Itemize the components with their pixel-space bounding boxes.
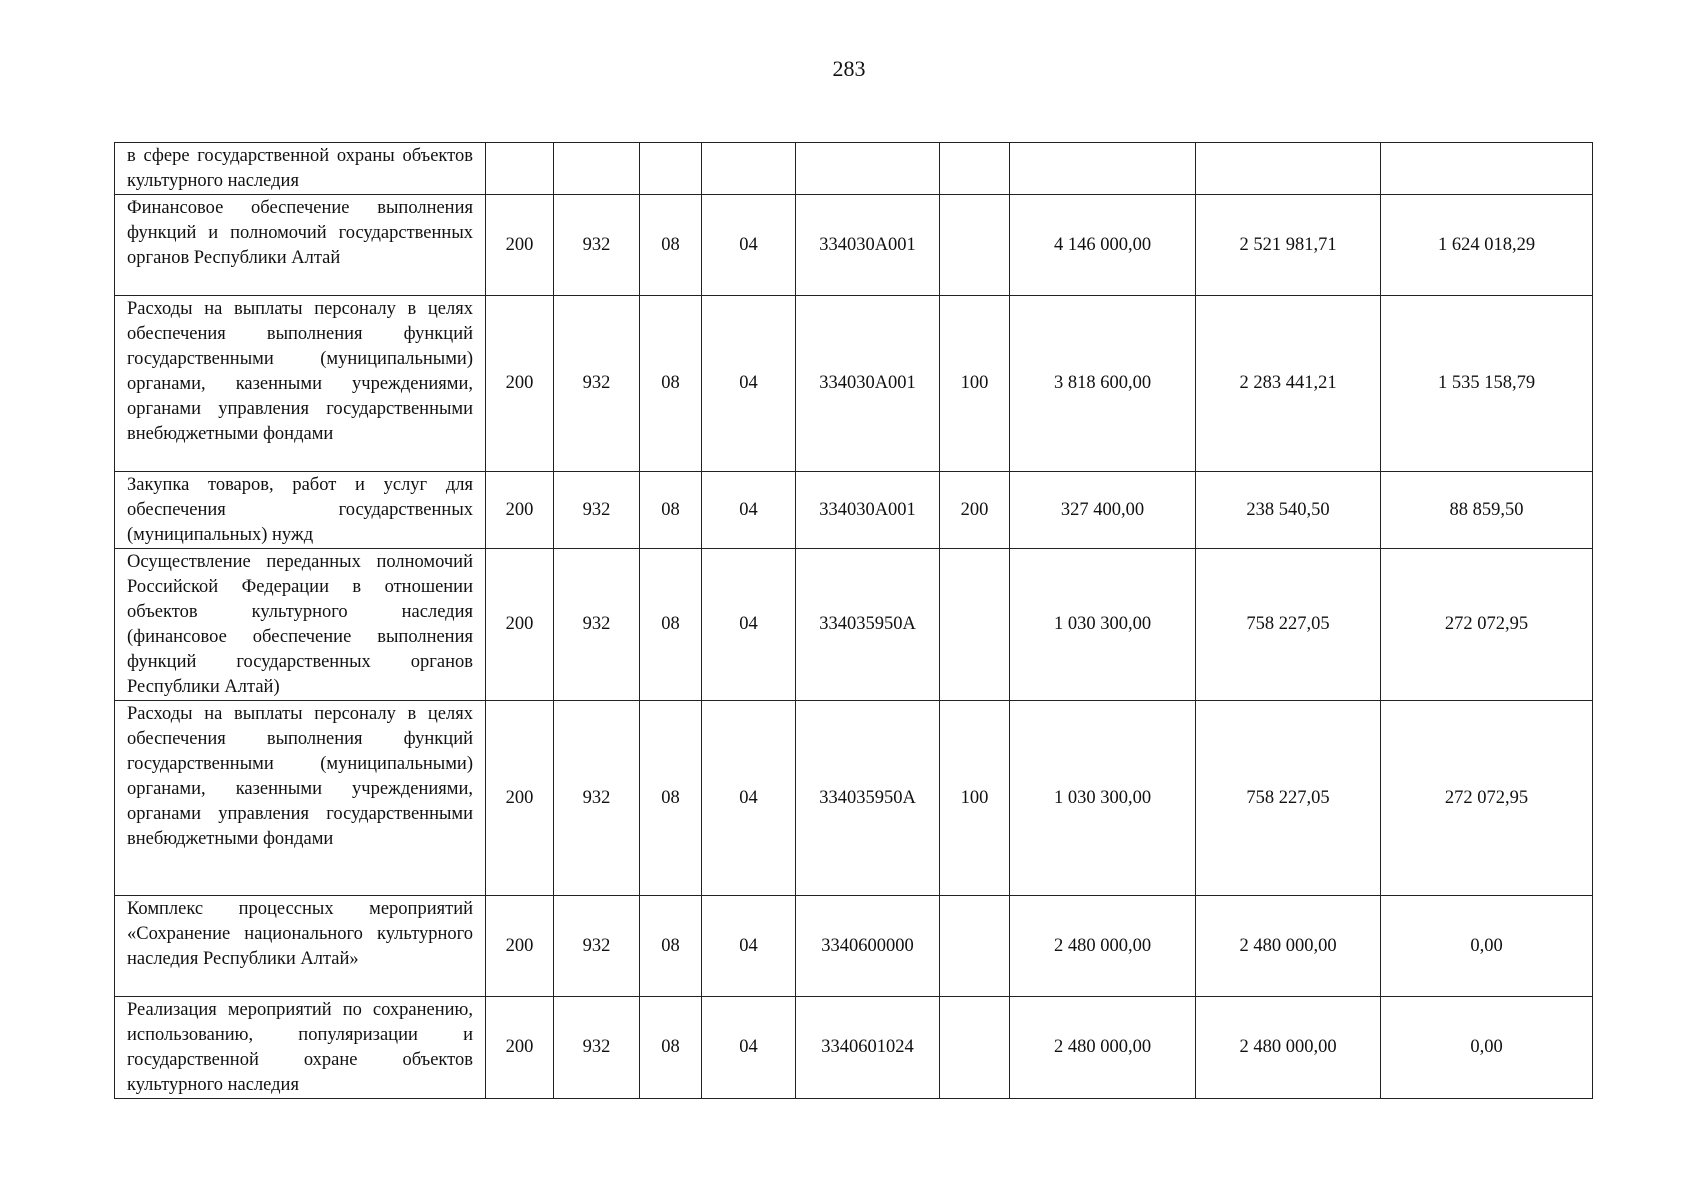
subsection-code-cell: 04 [702, 296, 796, 472]
expense-type-cell: 100 [940, 701, 1010, 896]
executed-amount-cell: 2 521 981,71 [1196, 195, 1381, 296]
subsection-code-cell: 04 [702, 896, 796, 997]
row-name-cell: Реализация мероприятий по сохранению, использованию, популяризации и государственной охране объектов культурного наследия [115, 997, 486, 1099]
plan-amount-cell: 1 030 300,00 [1010, 701, 1196, 896]
grbs-code-cell: 932 [554, 549, 640, 701]
admin-code-cell: 200 [486, 549, 554, 701]
admin-code-cell: 200 [486, 896, 554, 997]
section-code-cell: 08 [640, 997, 702, 1099]
section-code-cell: 08 [640, 296, 702, 472]
executed-amount-cell: 758 227,05 [1196, 701, 1381, 896]
remainder-amount-cell: 1 535 158,79 [1381, 296, 1593, 472]
remainder-amount-cell: 272 072,95 [1381, 701, 1593, 896]
target-article-cell: 3340601024 [796, 997, 940, 1099]
grbs-code-cell: 932 [554, 195, 640, 296]
plan-amount-cell: 2 480 000,00 [1010, 997, 1196, 1099]
section-code-cell: 08 [640, 195, 702, 296]
target-article-cell: 334030А001 [796, 472, 940, 549]
remainder-amount-cell: 272 072,95 [1381, 549, 1593, 701]
subsection-code-cell: 04 [702, 195, 796, 296]
expense-type-cell: 100 [940, 296, 1010, 472]
section-code-cell [640, 143, 702, 195]
section-code-cell: 08 [640, 472, 702, 549]
expense-type-cell [940, 549, 1010, 701]
page-number: 283 [832, 56, 866, 81]
admin-code-cell: 200 [486, 997, 554, 1099]
remainder-amount-cell: 0,00 [1381, 896, 1593, 997]
row-name-cell: в сфере государственной охраны объектов культурного наследия [115, 143, 486, 195]
plan-amount-cell: 4 146 000,00 [1010, 195, 1196, 296]
section-code-cell: 08 [640, 701, 702, 896]
admin-code-cell: 200 [486, 701, 554, 896]
section-code-cell: 08 [640, 549, 702, 701]
row-name-cell: Осуществление переданных полномочий Российской Федерации в отношении объектов культурного наследия (финансовое обеспечение выполнения функций государственных органов Республики Алтай) [115, 549, 486, 701]
plan-amount-cell [1010, 143, 1196, 195]
target-article-cell: 334035950А [796, 701, 940, 896]
plan-amount-cell: 327 400,00 [1010, 472, 1196, 549]
subsection-code-cell: 04 [702, 701, 796, 896]
executed-amount-cell [1196, 143, 1381, 195]
admin-code-cell: 200 [486, 472, 554, 549]
remainder-amount-cell: 0,00 [1381, 997, 1593, 1099]
expense-type-cell: 200 [940, 472, 1010, 549]
executed-amount-cell: 2 480 000,00 [1196, 997, 1381, 1099]
target-article-cell: 334030А001 [796, 195, 940, 296]
admin-code-cell: 200 [486, 296, 554, 472]
executed-amount-cell: 2 480 000,00 [1196, 896, 1381, 997]
grbs-code-cell [554, 143, 640, 195]
row-name-cell: Комплекс процессных мероприятий «Сохранение национального культурного наследия Республики Алтай» [115, 896, 486, 997]
table-row [115, 143, 1593, 195]
expense-type-cell [940, 997, 1010, 1099]
budget-table [114, 142, 1593, 1099]
executed-amount-cell: 2 283 441,21 [1196, 296, 1381, 472]
plan-amount-cell: 2 480 000,00 [1010, 896, 1196, 997]
grbs-code-cell: 932 [554, 997, 640, 1099]
row-name-cell: Расходы на выплаты персоналу в целях обеспечения выполнения функций государственными (муниципальными) органами, казенными учреждениями, органами управления государственными внебюджетными фондами [115, 701, 486, 896]
executed-amount-cell: 238 540,50 [1196, 472, 1381, 549]
target-article-cell: 334035950А [796, 549, 940, 701]
row-name-cell: Финансовое обеспечение выполнения функций и полномочий государственных органов Республики Алтай [115, 195, 486, 296]
row-name-cell: Закупка товаров, работ и услуг для обеспечения государственных (муниципальных) нужд [115, 472, 486, 549]
plan-amount-cell: 1 030 300,00 [1010, 549, 1196, 701]
subsection-code-cell: 04 [702, 997, 796, 1099]
expense-type-cell [940, 195, 1010, 296]
grbs-code-cell: 932 [554, 896, 640, 997]
grbs-code-cell: 932 [554, 296, 640, 472]
grbs-code-cell: 932 [554, 701, 640, 896]
admin-code-cell [486, 143, 554, 195]
table-row [115, 296, 1593, 472]
table-row [115, 195, 1593, 296]
target-article-cell: 334030А001 [796, 296, 940, 472]
target-article-cell: 3340600000 [796, 896, 940, 997]
target-article-cell [796, 143, 940, 195]
table-row [115, 896, 1593, 997]
grbs-code-cell: 932 [554, 472, 640, 549]
plan-amount-cell: 3 818 600,00 [1010, 296, 1196, 472]
table-row [115, 549, 1593, 701]
expense-type-cell [940, 143, 1010, 195]
executed-amount-cell: 758 227,05 [1196, 549, 1381, 701]
remainder-amount-cell: 88 859,50 [1381, 472, 1593, 549]
row-name-cell: Расходы на выплаты персоналу в целях обеспечения выполнения функций государственными (муниципальными) органами, казенными учреждениями, органами управления государственными внебюджетными фондами [115, 296, 486, 472]
expense-type-cell [940, 896, 1010, 997]
section-code-cell: 08 [640, 896, 702, 997]
subsection-code-cell: 04 [702, 472, 796, 549]
table-row [115, 701, 1593, 896]
remainder-amount-cell [1381, 143, 1593, 195]
remainder-amount-cell: 1 624 018,29 [1381, 195, 1593, 296]
table-row [115, 472, 1593, 549]
subsection-code-cell [702, 143, 796, 195]
admin-code-cell: 200 [486, 195, 554, 296]
subsection-code-cell: 04 [702, 549, 796, 701]
table-row [115, 997, 1593, 1099]
